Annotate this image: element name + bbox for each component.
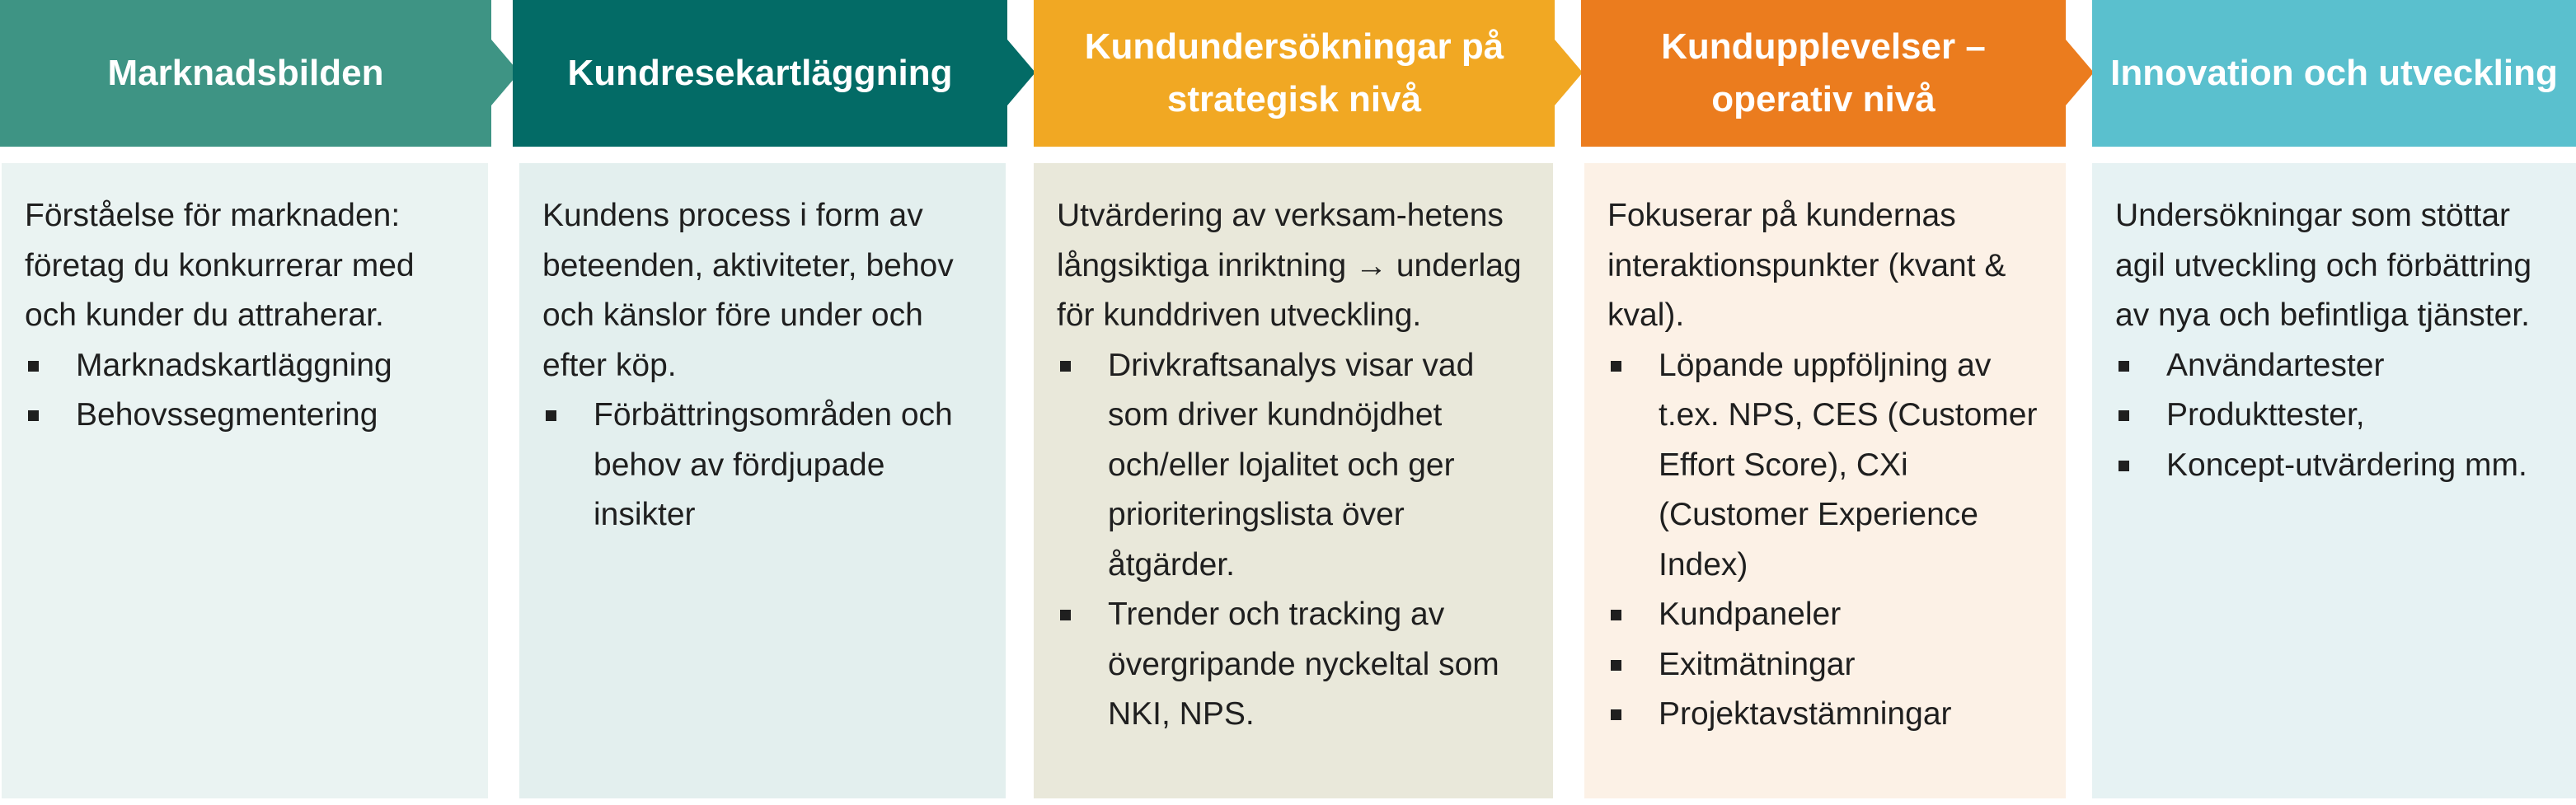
bullet-square-icon [28,410,39,421]
list-item [1057,341,1530,591]
arrow-right-icon [1007,40,1035,105]
stage-title: Kundundersökningar på strategisk nivå [1084,26,1504,119]
bullet-square-icon [2119,461,2129,471]
stage-header-3 [1034,0,1555,147]
list-item [1607,690,2043,740]
list-item [2115,441,2553,491]
stage-body-3 [1034,163,1553,798]
list-item [2115,341,2553,391]
stage-description: Kundens process i form av beteenden, aktiviteter, behov och känslor före under och efter köp. [542,198,954,383]
bullet-square-icon [1611,709,1621,720]
stage-title: Marknadsbilden [107,53,384,93]
stage-title: Kundresekartläggning [567,53,953,93]
stage-bullet-list [1057,341,1530,740]
bullet-text: Exitmätningar [1659,646,1856,682]
list-item [2115,391,2553,441]
bullet-text: Användartester [2166,347,2385,383]
stage-column-4 [1581,0,2066,805]
bullet-text: Förbättringsområden och behov av fördjupade insikter [594,397,953,532]
stage-column-2 [513,0,1007,805]
stage-header-4 [1581,0,2066,147]
bullet-square-icon [546,410,556,421]
list-item [1607,640,2043,690]
stage-description: Förståelse för marknaden: företag du konkurrerar med och kunder du attraherar. [25,198,415,333]
bullet-square-icon [1060,610,1071,620]
bullet-text: Behovssegmentering [76,397,378,433]
bullet-text: Koncept-utvärdering mm. [2166,447,2527,483]
stage-bullet-list [2115,341,2553,491]
bullet-square-icon [2119,361,2129,372]
bullet-text: Projektavstämningar [1659,696,1952,732]
stage-header-1 [0,0,491,147]
bullet-text: Produkttester, [2166,397,2365,433]
bullet-text: Kundpaneler [1659,597,1842,632]
stage-column-5 [2092,0,2576,805]
bullet-text: Löpande uppföljning av t.ex. NPS, CES (Customer Effort Score), CXi (Customer Experience Index) [1659,347,2038,583]
list-item [1057,590,1530,740]
bullet-square-icon [2119,410,2129,421]
bullet-text: Drivkraftsanalys visar vad som driver kundnöjdhet och/eller lojalitet och ger prioriteringslista över åtgärder. [1108,347,1475,583]
arrow-right-icon [2066,40,2094,105]
stage-description: Undersökningar som stöttar agil utveckling och förbättring av nya och befintliga tjänster. [2115,198,2532,333]
list-item [25,341,465,391]
stage-description: Fokuserar på kundernas interaktionspunkter (kvant & kval). [1607,198,2006,333]
bullet-square-icon [28,361,39,372]
stage-title: Innovation och utveckling [2110,53,2558,93]
stage-column-1 [0,0,491,805]
list-item [25,391,465,441]
stage-bullet-list [25,341,465,441]
stage-body-4 [1584,163,2066,798]
bullet-square-icon [1060,361,1071,372]
list-item [542,391,983,541]
stage-column-3 [1034,0,1555,805]
list-item [1607,341,2043,591]
bullet-text: Trender och tracking av övergripande nyckeltal som NKI, NPS. [1108,597,1499,732]
bullet-square-icon [1611,660,1621,671]
stage-body-5 [2092,163,2576,798]
stage-header-2 [513,0,1007,147]
stage-body-2 [519,163,1006,798]
stage-description: Utvärdering av verksam-hetens långsiktiga inriktning → underlag för kunddriven utveckling. [1057,198,1522,333]
stage-body-1 [2,163,488,798]
stage-bullet-list [542,391,983,541]
stage-title: Kundupplevelser – operativ nivå [1661,26,1986,119]
bullet-square-icon [1611,610,1621,620]
stage-header-5 [2092,0,2576,147]
list-item [1607,590,2043,640]
arrow-right-icon [1555,40,1583,105]
stage-bullet-list [1607,341,2043,740]
bullet-square-icon [1611,361,1621,372]
bullet-text: Marknadskartläggning [76,347,392,383]
